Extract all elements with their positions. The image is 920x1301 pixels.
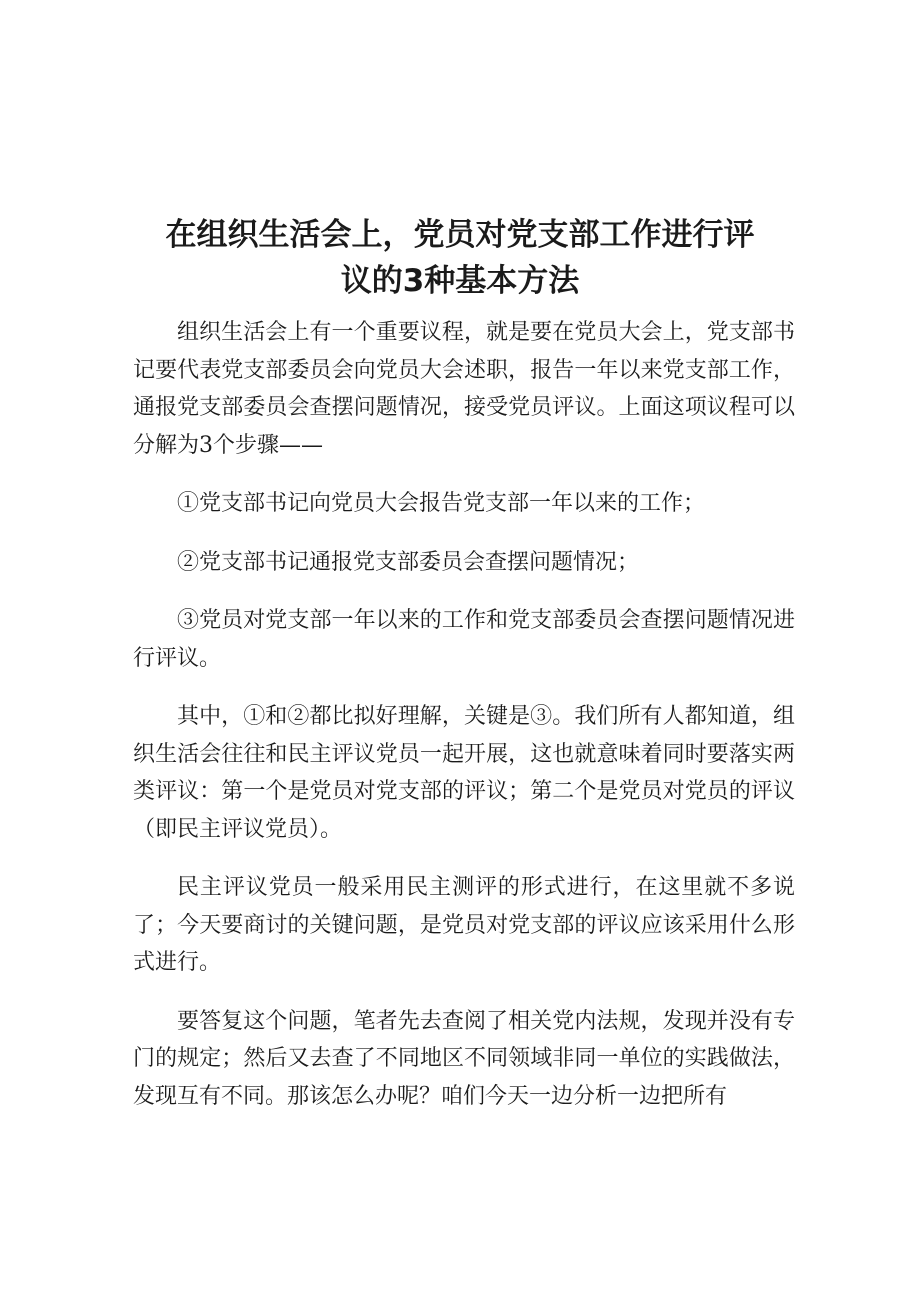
title-line-1: 在组织生活会上，党员对党支部工作进行评 — [165, 217, 755, 253]
paragraph-step-1: ①党支部书记向党员大会报告党支部一年以来的工作； — [177, 491, 706, 516]
paragraph-key-point: 其中，①和②都比拟好理解，关键是③。我们所有人都知道，组织生活会往往和民主评议党员一起开展，这也就意味着同时要落实两类评议：第一个是党员对党支部的评议；第二个是党员对党员的评议（即民主评议党员）。 — [133, 704, 795, 842]
title-line-2: 议的3种基本方法 — [340, 263, 580, 299]
document-title — [130, 212, 790, 304]
paragraph-answer: 要答复这个问题，笔者先去查阅了相关党内法规，发现并没有专门的规定；然后又去查了不同地区不同领域非同一单位的实践做法，发现互有不同。那该怎么办呢？咱们今天一边分析一边把所有 — [133, 1008, 795, 1109]
paragraph-intro: 组织生活会上有一个重要议程，就是要在党员大会上，党支部书记要代表党支部委员会向党员大会述职，报告一年以来党支部工作，通报党支部委员会查摆问题情况，接受党员评议。上面这项议程可以分解为3个步骤—— — [133, 320, 795, 458]
paragraph-step-2: ②党支部书记通报党支部委员会查摆问题情况； — [177, 549, 640, 575]
document-body — [133, 314, 795, 1136]
paragraph-democratic-review: 民主评议党员一般采用民主测评的形式进行，在这里就不多说了；今天要商讨的关键问题，是党员对党支部的评议应该采用什么形式进行。 — [133, 875, 795, 975]
paragraph-step-3: ③党员对党支部一年以来的工作和党支部委员会查摆问题情况进行评议。 — [133, 608, 795, 671]
